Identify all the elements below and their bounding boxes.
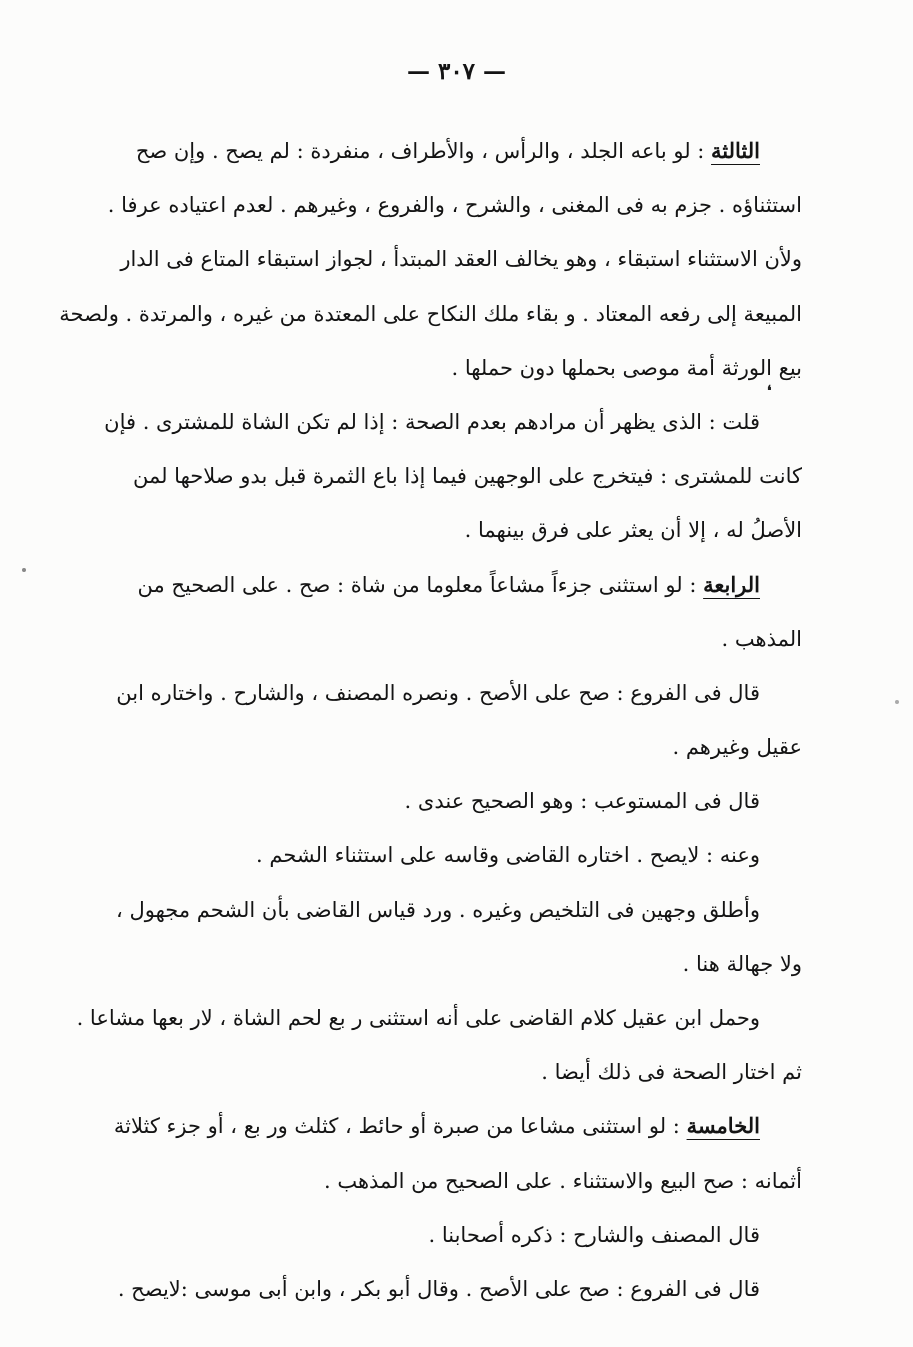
text-line: ولأن الاستثناء استبقاء ، وهو يخالف العقد المبتدأ ، لجواز استبقاء المتاع فى الدار xyxy=(120,247,802,272)
line-rest: : لو استثنى مشاعا من صبرة أو حائط ، كثلث ور بع ، أو جزء كثلاثة xyxy=(113,1114,687,1139)
text-line: قال فى الفروع : صح على الأصح . ونصره المصنف ، والشارح . واختاره ابن xyxy=(116,680,760,705)
text-line: بيع الورثة أمة موصى بحملها دون حملها . xyxy=(451,355,802,380)
text-line: استثناؤه . جزم به فى المغنى ، والشرح ، والفروع ، وغيرهم . لعدم اعتياده عرفا . xyxy=(107,193,802,218)
text-line: ثم اختار الصحة فى ذلك أيضا . xyxy=(541,1060,802,1085)
text-line: المذهب . xyxy=(721,626,802,651)
section-keyword: الخامسة xyxy=(686,1113,760,1139)
section-keyword: الثالثة xyxy=(711,138,760,163)
text-line: وعنه : لايصح . اختاره القاضى وقاسه على استثناء الشحم . xyxy=(256,843,760,868)
text-line: قال فى الفروع : صح على الأصح . وقال أبو بكر ، وابن أبى موسى :لايصح . xyxy=(117,1276,760,1301)
text-line xyxy=(113,1099,760,1153)
scan-speck xyxy=(895,700,899,704)
line-rest: : لو باعه الجلد ، والرأس ، والأطراف ، منفردة : لم يصح . وإن صح xyxy=(135,139,712,163)
text-line xyxy=(137,558,760,612)
text-line: وحمل ابن عقيل كلام القاضى على أنه استثنى ر بع لحم الشاة ، لار بعها مشاعا . xyxy=(76,1006,760,1030)
text-line: كانت للمشترى : فيتخرج على الوجهين فيما إذا باع الثمرة قبل بدو صلاحها لمن xyxy=(132,464,802,489)
text-line: ولا جهالة هنا . xyxy=(682,951,802,976)
text-line: قال المصنف والشارح : ذكره أصحابنا . xyxy=(428,1222,760,1247)
text-line: الأصلُ له ، إلا أن يعثر على فرق بينهما . xyxy=(464,518,802,543)
text-line xyxy=(135,124,760,178)
scan-speck xyxy=(22,568,26,572)
text-line: عقيل وغيرهم . xyxy=(672,735,802,760)
text-line: وأطلق وجهين فى التلخيص وغيره . ورد قياس القاضى بأن الشحم مجهول ، xyxy=(116,897,760,922)
line-rest: : لو استثنى جزءاً مشاعاً معلوما من شاة : صح . على الصحيح من xyxy=(137,572,704,597)
text-line: قال فى المستوعب : وهو الصحيح عندى . xyxy=(404,789,760,814)
text-line: أثمانه : صح البيع والاستثناء . على الصحيح من المذهب . xyxy=(323,1168,802,1193)
margin-mark: ❛ xyxy=(767,383,772,399)
text-line: قلت : الذى يظهر أن مرادهم بعدم الصحة : إذا لم تكن الشاة للمشترى . فإن xyxy=(104,409,760,434)
section-keyword: الرابعة xyxy=(703,571,760,597)
page-body xyxy=(59,124,802,1316)
text-line: المبيعة إلى رفعه المعتاد . و بقاء ملك النكاح على المعتدة من غيره ، والمرتدة . ولصحة xyxy=(59,301,802,326)
page-number: — ٣٠٧ — xyxy=(406,58,507,85)
